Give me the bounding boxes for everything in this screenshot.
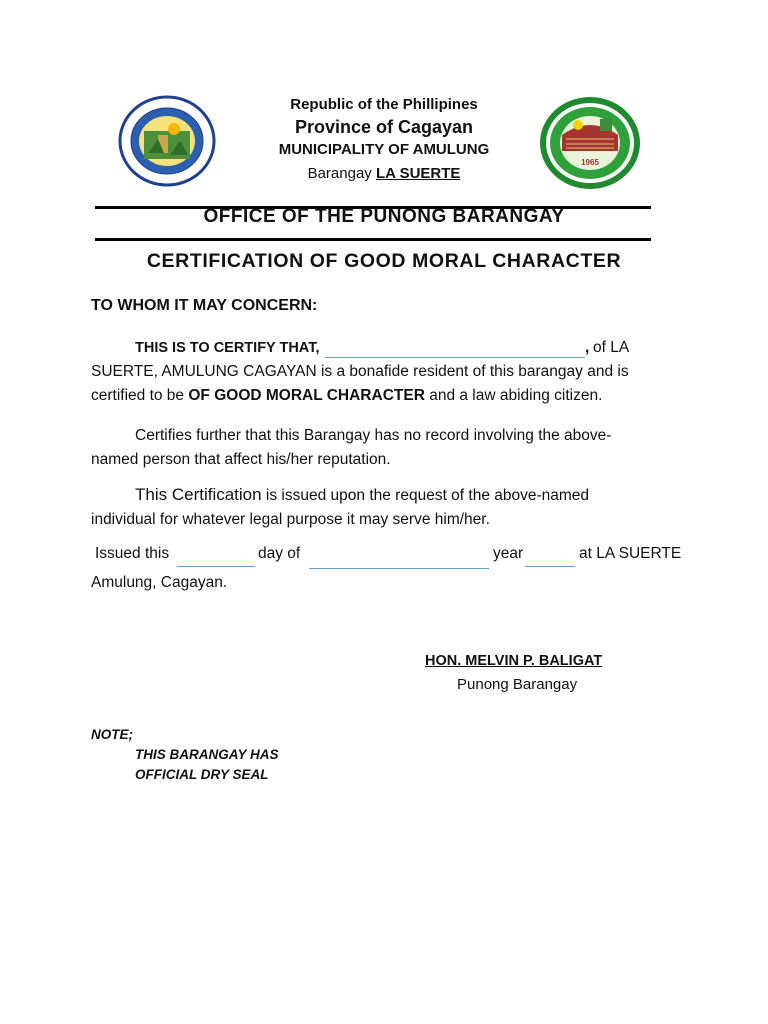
line3-pre: certified to be — [91, 387, 185, 404]
certify-of: of LA — [593, 339, 630, 356]
year-label: year — [493, 545, 524, 562]
province-line: Province of Cagayan — [294, 117, 474, 137]
salutation: TO WHOM IT MAY CONCERN: — [91, 297, 318, 314]
paragraph-request-line2: individual for whatever legal purpose it may serve him/her. — [91, 511, 490, 528]
paragraph-further-line2: named person that affect his/her reputation. — [91, 451, 391, 468]
issued-line — [91, 542, 691, 570]
barangay-name: LA SUERTE — [375, 165, 461, 182]
issued-place: Amulung, Cagayan. — [91, 574, 228, 591]
line3-post: and a law abiding citizen. — [429, 387, 603, 404]
certify-comma: , — [585, 339, 590, 356]
barangay-prefix: Barangay — [307, 165, 372, 182]
note-line2: OFFICIAL DRY SEAL — [135, 767, 269, 782]
month-blank — [309, 550, 489, 569]
signatory-title: Punong Barangay — [457, 676, 578, 693]
signatory-name: HON. MELVIN P. BALIGAT — [425, 653, 603, 669]
paragraph-certify-line1 — [91, 336, 651, 360]
year-blank — [525, 548, 575, 567]
paragraph-certify-line2: SUERTE, AMULUNG CAGAYAN is a bonafide resident of this barangay and is — [91, 363, 629, 380]
name-blank — [325, 339, 585, 358]
at-location: at LA SUERTE — [579, 545, 682, 562]
header-rule-bottom — [95, 238, 651, 241]
day-blank — [177, 548, 255, 567]
certification-lead: This Certification — [135, 485, 262, 504]
document-title: CERTIFICATION OF GOOD MORAL CHARACTER — [146, 250, 622, 272]
paragraph-further — [91, 424, 671, 472]
note-line1: THIS BARANGAY HAS — [135, 747, 279, 762]
good-moral-character: OF GOOD MORAL CHARACTER — [188, 387, 425, 404]
paragraph-certify-line3 — [91, 384, 651, 408]
municipality-line: MUNICIPALITY OF AMULUNG — [278, 141, 490, 158]
paragraph-certify — [91, 336, 651, 408]
paragraph-further-line1: Certifies further that this Barangay has no record involving the above- — [135, 427, 612, 444]
paragraph-request — [91, 483, 671, 532]
republic-line: Republic of the Phillipines — [290, 96, 478, 113]
barangay-line — [0, 165, 768, 182]
note-label: NOTE; — [91, 727, 133, 742]
seal-year: 1965 — [581, 158, 599, 167]
certify-lead: THIS IS TO CERTIFY THAT, — [135, 340, 320, 356]
paragraph-request-line1 — [91, 483, 671, 508]
issued-this: Issued this — [95, 545, 170, 562]
office-title: OFFICE OF THE PUNONG BARANGAY — [203, 206, 565, 227]
request-line1-rest: is issued upon the request of the above-named — [265, 487, 590, 504]
day-of: day of — [258, 545, 301, 562]
